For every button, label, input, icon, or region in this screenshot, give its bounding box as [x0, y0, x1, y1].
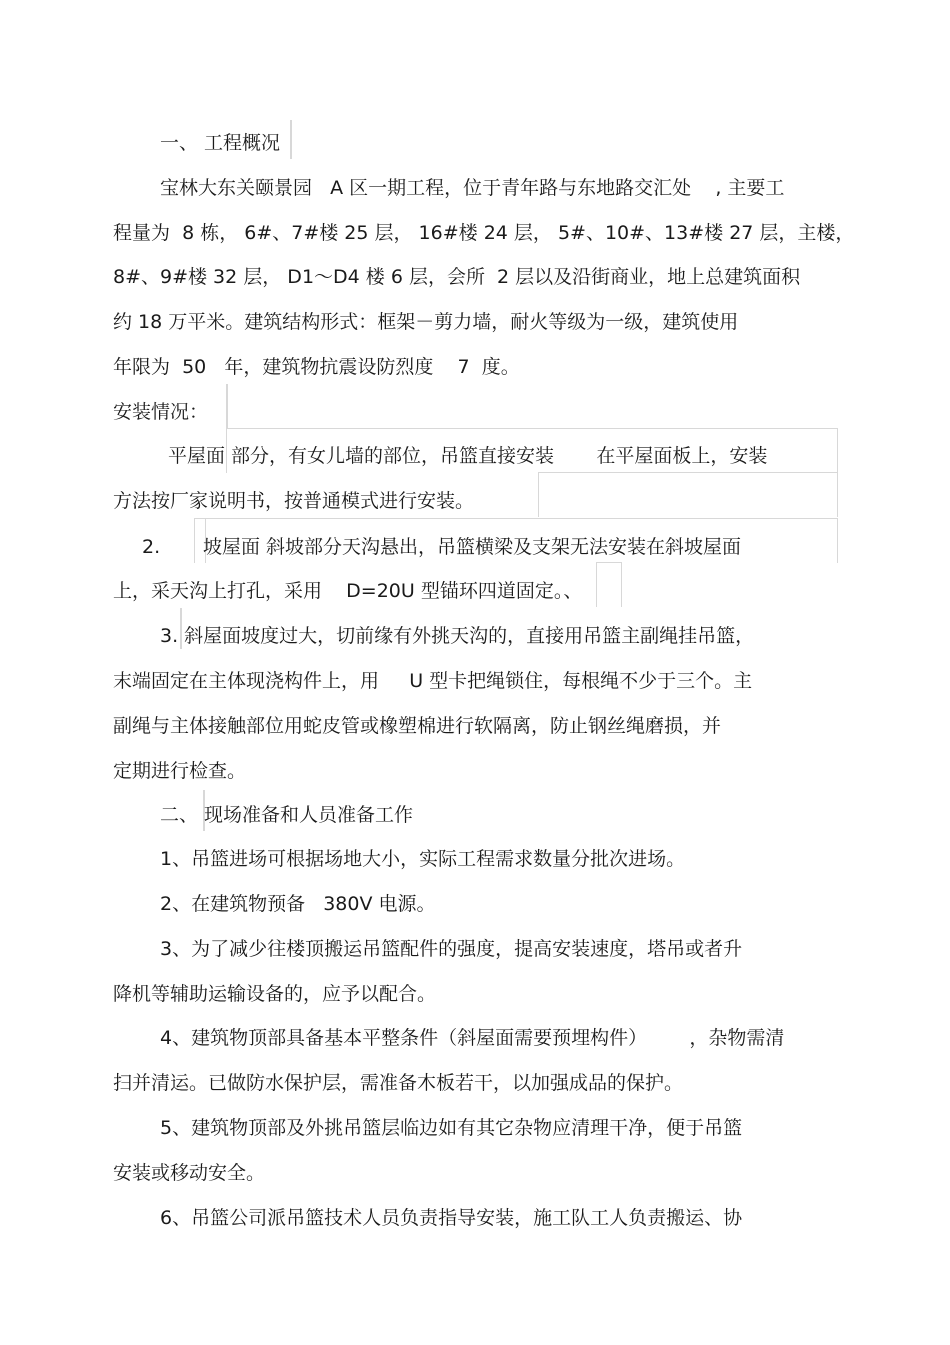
frame-line [226, 384, 228, 429]
section-heading-2: 二、 现场准备和人员准备工作 [160, 804, 414, 826]
paragraph-line: 6、吊篮公司派吊篮技术人员负责指导安装，施工队工人负责搬运、协 [160, 1207, 743, 1229]
paragraph-line: 3、为了减少往楼顶搬运吊篮配件的强度，提高安装速度，塔吊或者升 [160, 938, 743, 960]
paragraph-line: 5、建筑物顶部及外挑吊篮层临边如有其它杂物应清理干净，便于吊篮 [160, 1117, 743, 1139]
list-number: 2. [142, 536, 161, 558]
frame-line [596, 562, 622, 607]
paragraph-line: 扫并清运。已做防水保护层，需准备木板若干，以加强成品的保护。 [113, 1072, 684, 1094]
paragraph-line: 副绳与主体接触部位用蛇皮管或橡塑棉进行软隔离，防止钢丝绳磨损，并 [113, 715, 722, 737]
paragraph-line: 8#、9#楼 32 层， D1～D4 楼 6 层，会所 2 层以及沿街商业，地上总建筑面积 [113, 266, 801, 288]
section-heading-1: 一、 工程概况 [160, 132, 281, 154]
paragraph-line: 方法按厂家说明书，按普通模式进行安装。 [113, 490, 475, 512]
paragraph-line: 定期进行检查。 [113, 760, 247, 782]
paragraph-line: 平屋面 部分，有女儿墙的部位，吊篮直接安装 在平屋面板上，安装 [168, 445, 768, 467]
paragraph-line: 上，采天沟上打孔，采用 D=20U 型锚环四道固定。、 [113, 580, 583, 602]
paragraph-line: 程量为 8 栋， 6#、7#楼 25 层， 16#楼 24 层， 5#、10#、13#楼 27 层，主楼， [113, 222, 855, 244]
paragraph-line: 2、在建筑物预备 380V 电源。 [160, 893, 436, 915]
paragraph-line: 约 18 万平米。建筑结构形式：框架－剪力墙，耐火等级为一级，建筑使用 [113, 311, 739, 333]
paragraph-line: 年限为 50 年，建筑物抗震设防烈度 7 度。 [113, 356, 520, 378]
paragraph-line: 3. 斜屋面坡度过大，切前缘有外挑天沟的，直接用吊篮主副绳挂吊篮， [160, 625, 755, 647]
paragraph-line: 1、吊篮进场可根据场地大小，实际工程需求数量分批次进场。 [160, 848, 686, 870]
paragraph-line: 末端固定在主体现浇构件上，用 U 型卡把绳锁住，每根绳不少于三个。主 [113, 670, 753, 692]
paragraph-line: 宝林大东关颐景园 A 区一期工程，位于青年路与东地路交汇处 , 主要工 [160, 177, 785, 199]
subheading-install: 安装情况： [113, 401, 209, 423]
frame-line [290, 120, 292, 159]
frame-line [538, 472, 838, 517]
paragraph-line: 安装或移动安全。 [113, 1162, 266, 1184]
paragraph-line: 4、建筑物顶部具备基本平整条件（斜屋面需要预埋构件） ，杂物需清 [160, 1027, 785, 1049]
paragraph-line: 坡屋面 斜坡部分天沟悬出，吊篮横梁及支架无法安装在斜坡屋面 [203, 536, 742, 558]
paragraph-line: 降机等辅助运输设备的，应予以配合。 [113, 983, 437, 1005]
